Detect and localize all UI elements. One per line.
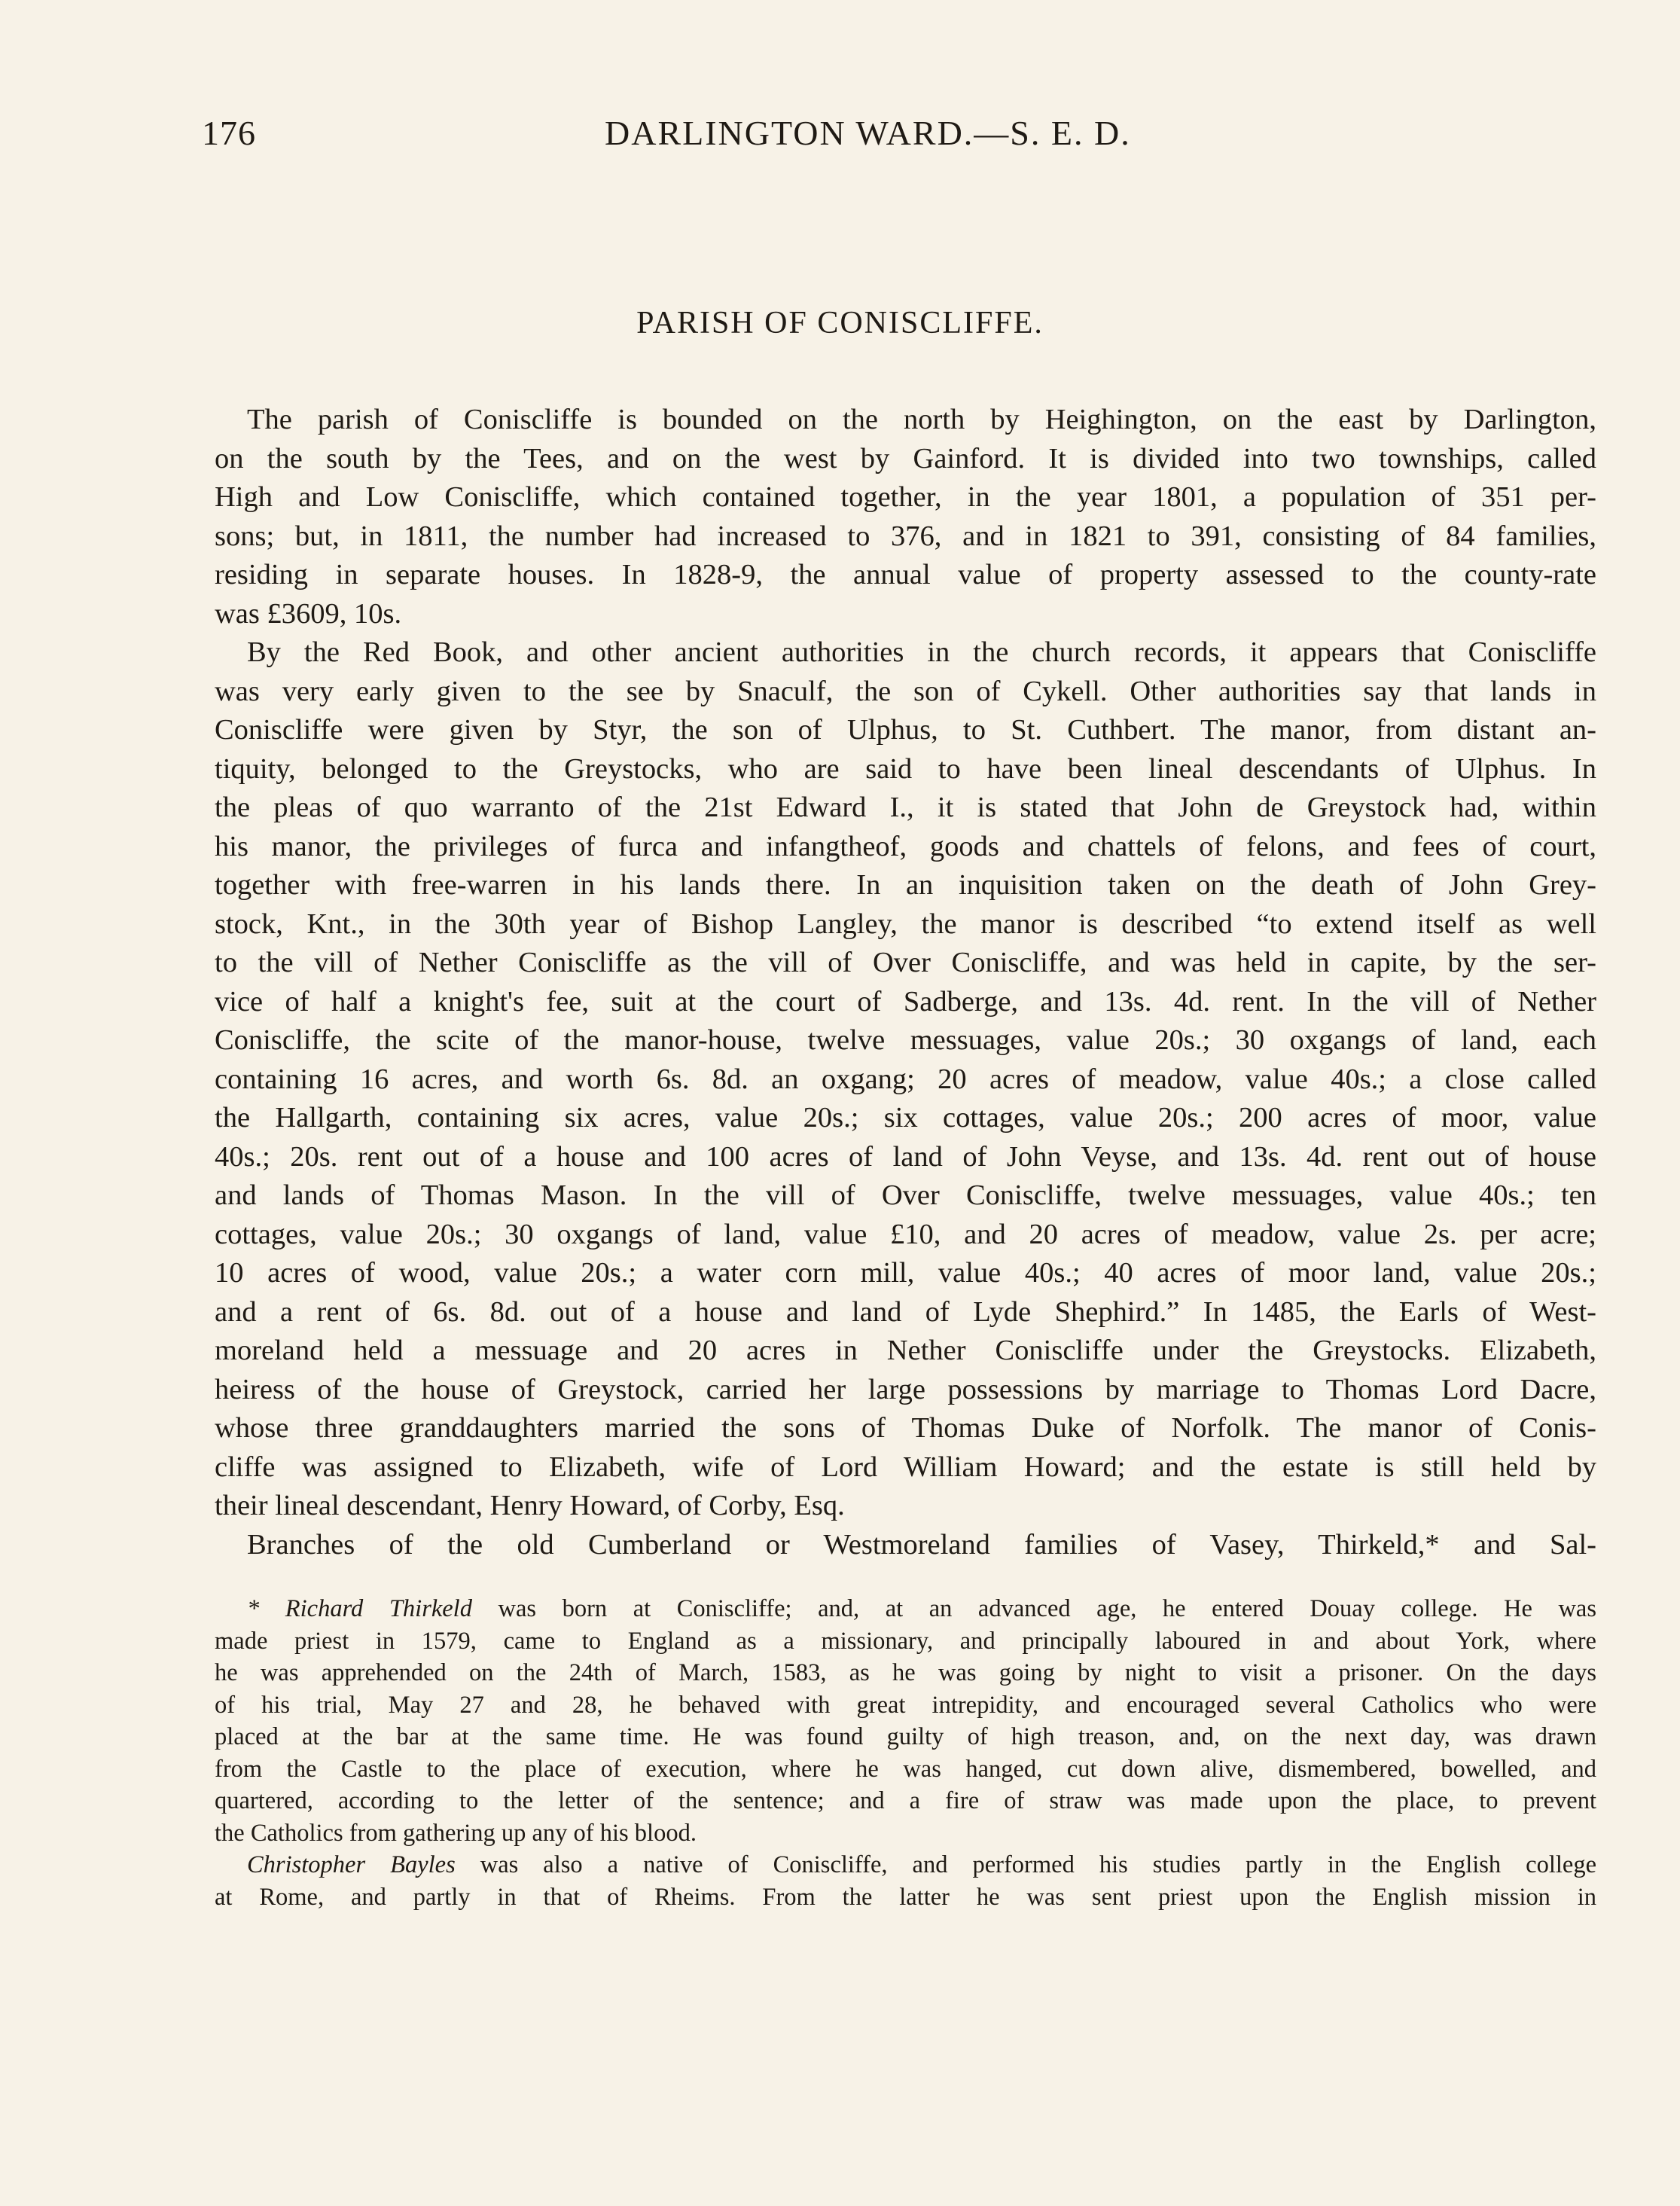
text-line: was £3609, 10s. [215,597,402,630]
text-line: to the vill of Nether Coniscliffe as the vill of Over Coniscliffe, and was held in capite, by the ser- [215,947,1596,978]
text-line: sons; but, in 1811, the number had increased to 376, and in 1821 to 391, consisting of 84 families, [215,520,1596,552]
footnote-line: quartered, according to the letter of the sentence; and a fire of straw was made upon the place, to prevent [215,1787,1596,1814]
footnote-line: at Rome, and partly in that of Rheims. From the latter he was sent priest upon the English mission in [215,1883,1596,1911]
page-number: 176 [202,114,256,152]
running-head [202,113,1557,158]
text-line: Coniscliffe were given by Styr, the son of Ulphus, to St. Cuthbert. The manor, from distant an- [215,714,1596,746]
footnote-name: * Richard Thirkeld [247,1595,472,1622]
text-line: 10 acres of wood, value 20s.; a water corn mill, value 40s.; 40 acres of moor land, value 20s.; [215,1257,1596,1289]
footnote-text: was also a native of Coniscliffe, and performed his studies partly in the English college [455,1851,1597,1878]
text-line: and lands of Thomas Mason. In the vill of Over Coniscliffe, twelve messuages, value 40s.; ten [215,1179,1596,1211]
footnote-2 [215,1849,1596,1913]
text-line: High and Low Coniscliffe, which contained together, in the year 1801, a population of 351 per- [215,481,1596,513]
text-line: Branches of the old Cumberland or Westmoreland families of Vasey, Thirkeld,* and Sal- [247,1528,1596,1561]
footnotes [215,1593,1596,1913]
footnote-line [215,1593,1596,1625]
text-line: vice of half a knight's fee, suit at the court of Sadberge, and 13s. 4d. rent. In the vill of Nether [215,985,1596,1018]
text-line: heiress of the house of Greystock, carried her large possessions by marriage to Thomas Lord Dacre, [215,1373,1596,1405]
text-line: their lineal descendant, Henry Howard, of Corby, Esq. [215,1490,845,1521]
section-title: PARISH OF CONISCLIFFE. [636,306,1044,340]
text-line: containing 16 acres, and worth 6s. 8d. an oxgang; 20 acres of meadow, value 40s.; a close called [215,1063,1596,1095]
text-line: the Hallgarth, containing six acres, value 20s.; six cottages, value 20s.; 200 acres of moor, value [215,1102,1596,1134]
footnote-1 [215,1593,1596,1849]
footnote-line: made priest in 1579, came to England as a missionary, and principally laboured in and about York, where [215,1627,1596,1655]
text-line: cottages, value 20s.; 30 oxgangs of land, value £10, and 20 acres of meadow, value 2s. per acre; [215,1218,1596,1250]
text-line: By the Red Book, and other ancient authorities in the church records, it appears that Coniscliffe [247,636,1596,668]
footnote-line [215,1849,1596,1881]
text-line: tiquity, belonged to the Greystocks, who are said to have been lineal descendants of Ulphus. In [215,752,1596,785]
footnote-line: of his trial, May 27 and 28, he behaved with great intrepidity, and encouraged several Catholics who were [215,1691,1596,1719]
paragraph-1 [215,401,1596,633]
text-line: was very early given to the see by Snaculf, the son of Cykell. Other authorities say that lands in [215,675,1596,707]
text-line: the pleas of quo warranto of the 21st Edward I., it is stated that John de Greystock had, within [215,792,1596,823]
text-line: and a rent of 6s. 8d. out of a house and land of Lyde Shephird.” In 1485, the Earls of West- [215,1295,1596,1328]
paragraph-3 [215,1526,1596,1565]
footnote-line: the Catholics from gathering up any of his blood. [215,1819,697,1847]
footnote-line: placed at the bar at the same time. He was found guilty of high treason, and, on the next day, was drawn [215,1723,1596,1750]
paragraph-2 [215,633,1596,1526]
footnote-line: from the Castle to the place of execution, where he was hanged, cut down alive, dismembered, bowelled, and [215,1755,1596,1783]
body-text [215,401,1596,1564]
text-line: Coniscliffe, the scite of the manor-house, twelve messuages, value 20s.; 30 oxgangs of land, each [215,1024,1596,1056]
text-line: The parish of Coniscliffe is bounded on the north by Heighington, on the east by Darlington, [247,404,1596,435]
text-line: cliffe was assigned to Elizabeth, wife of Lord William Howard; and the estate is still held by [215,1451,1596,1483]
text-line: whose three granddaughters married the sons of Thomas Duke of Norfolk. The manor of Conis- [215,1412,1596,1444]
text-line: moreland held a messuage and 20 acres in Nether Coniscliffe under the Greystocks. Elizabeth, [215,1335,1596,1366]
footnote-name: Christopher Bayles [247,1851,456,1878]
text-line: 40s.; 20s. rent out of a house and 100 acres of land of John Veyse, and 13s. 4d. rent out of house [215,1140,1596,1173]
text-line: his manor, the privileges of furca and infangtheof, goods and chattels of felons, and fees of court, [215,830,1596,862]
footnote-line: he was apprehended on the 24th of March, 1583, as he was going by night to visit a prisoner. On the days [215,1659,1596,1686]
running-title: DARLINGTON WARD.—S. E. D. [605,114,1131,152]
text-line: together with free-warren in his lands there. In an inquisition taken on the death of John Grey- [215,869,1596,901]
text-line: on the south by the Tees, and on the west by Gainford. It is divided into two townships, called [215,442,1596,474]
text-line: residing in separate houses. In 1828-9, the annual value of property assessed to the county-rate [215,559,1596,590]
text-line: stock, Knt., in the 30th year of Bishop Langley, the manor is described “to extend itself as well [215,908,1596,940]
footnote-text: was born at Coniscliffe; and, at an advanced age, he entered Douay college. He was [471,1595,1596,1622]
